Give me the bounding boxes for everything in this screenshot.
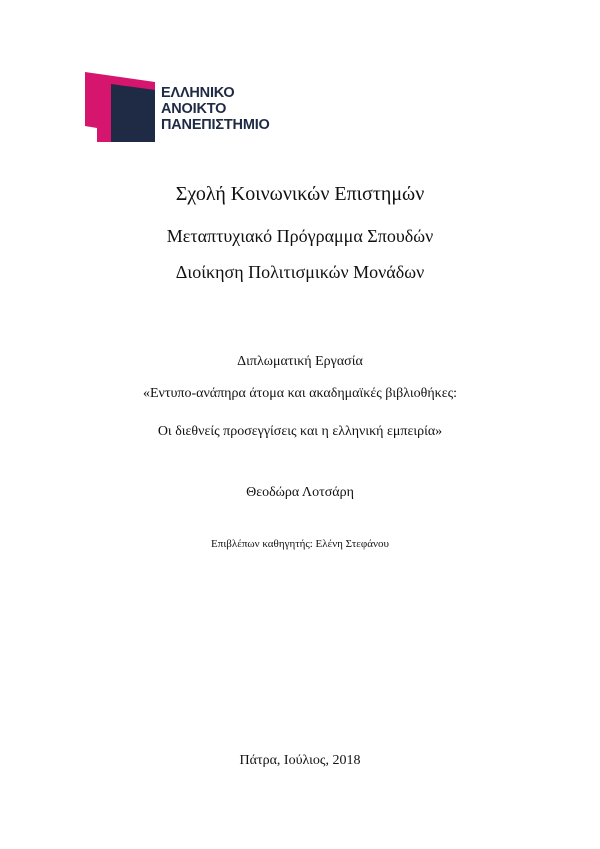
author-name: Θεοδώρα Λοτσάρη bbox=[246, 485, 354, 500]
thesis-title-line-2: Οι διεθνείς προσεγγίσεις και η ελληνική εμπειρία» bbox=[157, 424, 443, 439]
thesis-title-line-1: «Εντυπο-ανάπηρα άτομα και ακαδημαϊκές βιβλιοθήκες: bbox=[142, 386, 458, 401]
university-logo bbox=[83, 70, 283, 144]
university-logo-mark-icon bbox=[83, 70, 155, 142]
specialty-name: Διοίκηση Πολιτισμικών Μονάδων bbox=[175, 262, 425, 282]
university-logo-text bbox=[161, 85, 270, 133]
logo-text-line-2: ΑΝΟΙΚΤΟ bbox=[161, 101, 227, 117]
logo-text-line-1: ΕΛΛΗΝΙΚΟ bbox=[161, 85, 235, 101]
supervisor-line: Επιβλέπων καθηγητής: Ελένη Στεφάνου bbox=[211, 538, 389, 550]
place-and-date: Πάτρα, Ιούλιος, 2018 bbox=[239, 753, 361, 768]
school-name: Σχολή Κοινωνικών Επιστημών bbox=[175, 183, 425, 205]
logo-text-line-3: ΠΑΝΕΠΙΣΤΗΜΙΟ bbox=[161, 117, 270, 133]
thesis-type-label: Διπλωματική Εργασία bbox=[237, 354, 363, 369]
program-name: Μεταπτυχιακό Πρόγραμμα Σπουδών bbox=[166, 226, 434, 246]
logo-navy-shape bbox=[111, 84, 155, 142]
